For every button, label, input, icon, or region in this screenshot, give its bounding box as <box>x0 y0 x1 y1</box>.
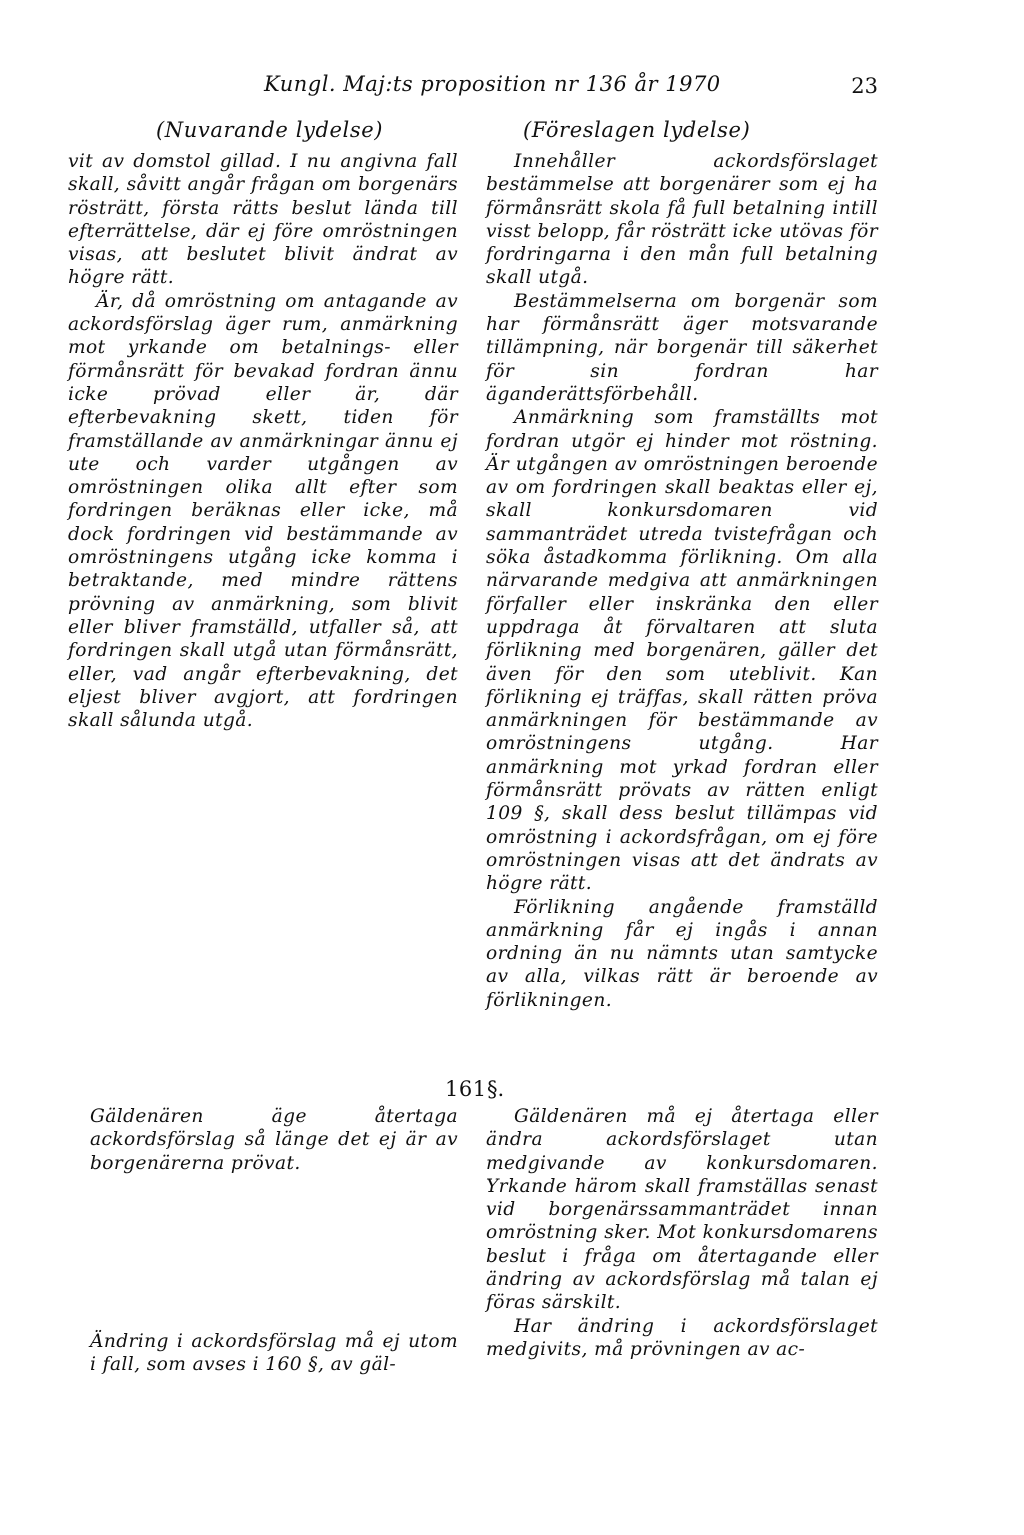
left-paragraph-3: Gäldenären äge återtaga ackordsförslag så länge det ej är av borgenärerna prövat. <box>90 1106 458 1174</box>
right-section-text <box>486 1105 878 1361</box>
section-number: 161 <box>445 1077 487 1101</box>
left-section-text <box>90 1105 458 1175</box>
right-column-heading: (Föreslagen lydelse) <box>523 118 751 142</box>
left-paragraph-4: Ändring i ackordsförslag må ej utom i fall, som avses i 160 §, av gäl- <box>90 1331 458 1376</box>
right-paragraph-3: Anmärkning som framställts mot fordran utgör ej hinder mot röstning. Är utgången av omröstningen beroende av om fordringen skall beaktas eller ej, skall konkursdomaren vid sammanträdet utreda tvistefrågan och söka åstadkomma förlikning. Om alla närvarande medgiva att anmärkningen förfaller eller inskränka den eller uppdraga åt förvaltaren att sluta förlikning med borgenären, gäller det även för den som uteblivit. Kan förlikning ej träffas, skall rätten pröva anmärkningen för bestämmande av omröstningens utgång. Har anmärkning mot yrkad fordran eller förmånsrätt prövats av rätten enligt 109 §, skall dess beslut tillämpas vid omröstning i ackordsfrågan, om ej före omröstningen visas att det ändrats av högre rätt. <box>486 407 878 895</box>
left-column-heading: (Nuvarande lydelse) <box>156 118 384 142</box>
right-column-upper <box>486 150 878 1012</box>
publication-title: Kungl. Maj:ts proposition nr 136 år 1970 <box>264 72 721 96</box>
left-section-text-2 <box>90 1330 458 1377</box>
right-paragraph-6: Har ändring i ackordsförslaget medgivits, må prövningen av ac- <box>486 1315 878 1360</box>
right-paragraph-2: Bestämmelserna om borgenär som har förmånsrätt äger motsvarande tillämpning, när borgenär till säkerhet för sin fordran har äganderättsförbehåll. <box>486 290 878 405</box>
right-paragraph-5: Gäldenären må ej återtaga eller ändra ackordsförslaget utan medgivande av konkursdomaren. Yrkande härom skall framställas senast vid borgenärssammanträdet innan omröstning sker. Mot konkursdomarens beslut i fråga om återtagande eller ändring av ackordsförslag må talan ej föras särskilt. <box>486 1106 878 1314</box>
section-sign: §. <box>487 1077 505 1101</box>
right-paragraph-4: Förlikning angående framställd anmärkning får ej ingås i annan ordning än nu nämnts utan samtycke av alla, vilkas rätt är beroende av förlikningen. <box>486 896 878 1011</box>
left-paragraph-2: Är, då omröstning om antagande av ackordsförslag äger rum, anmärkning mot yrkande om betalnings- eller förmånsrätt för bevakad fordran ännu icke prövad eller är, där efterbevakning skett, tiden för framställande av anmärkningar ännu ej ute och varder utgången av omröstningen olika allt efter som fordringen beräknas eller icke, må dock fordringen vid bestämmande av omröstningens utgång icke komma i betraktande, med mindre rättens prövning av anmärkning, som blivit eller bliver framställd, utfaller så, att fordringen skall utgå utan förmånsrätt, eller, vad angår efterbevakning, det eljest bliver avgjort, att fordringen skall sålunda utgå. <box>68 290 458 732</box>
page-number: 23 <box>851 74 878 98</box>
page-header <box>0 72 1024 106</box>
left-column-upper <box>68 150 458 732</box>
right-paragraph-1: Innehåller ackordsförslaget bestämmelse att borgenärer som ej ha förmånsrätt skola få full betalning intill visst belopp, får rösträtt icke utövas för fordringarna i den mån full betalning skall utgå. <box>486 151 878 289</box>
left-paragraph-1: vit av domstol gillad. I nu angivna fall skall, såvitt angår frågan om borgenärs rösträtt, första rätts beslut lända till efterrättelse, där ej före omröstningen visas, att beslutet blivit ändrat av högre rätt. <box>68 151 458 289</box>
